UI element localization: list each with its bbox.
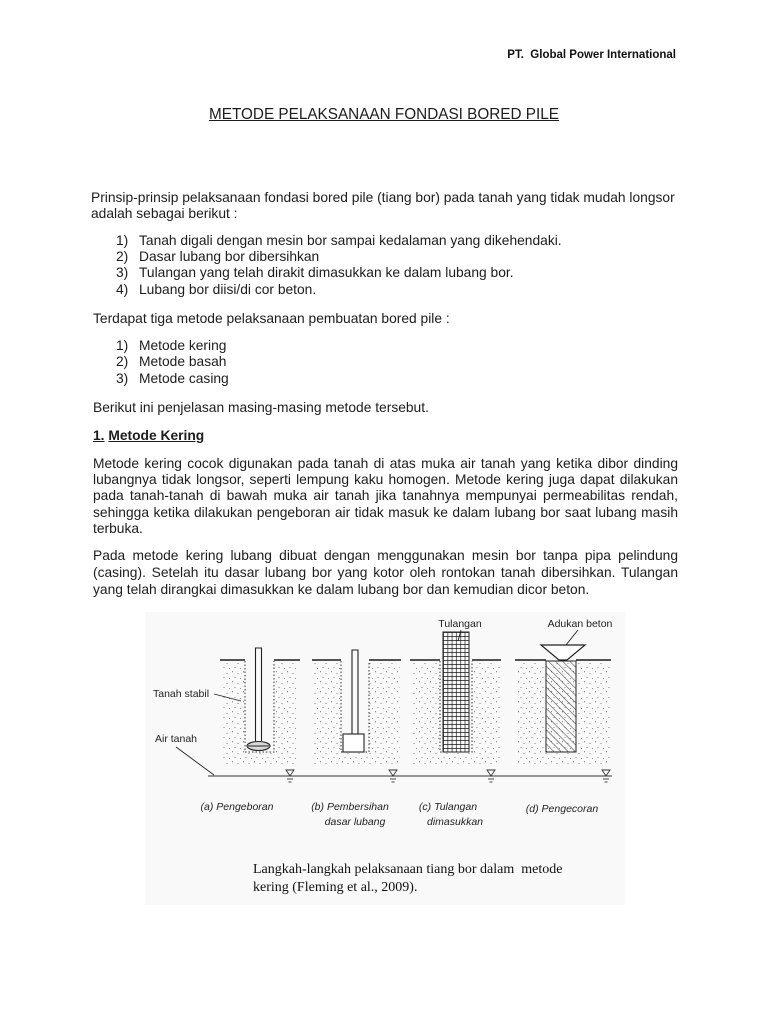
caption-panel-b-line2: dasar lubang xyxy=(324,816,386,828)
company-header: PT. Global Power International xyxy=(507,49,676,61)
paragraph-line: Metode kering cocok digunakan pada tanah di atas muka air tanah yang ketika dibor dinding xyxy=(93,456,678,471)
section-heading xyxy=(93,428,204,444)
step-text: Tulangan yang telah dirakit dimasukkan ke dalam lubang bor. xyxy=(139,265,514,280)
step-number: 2) xyxy=(116,249,129,264)
caption-panel-d: (d) Pengecoran xyxy=(525,803,599,815)
method-number: 3) xyxy=(116,371,129,386)
paragraph-line: (casing). Setelah itu dasar lubang bor yang kotor oleh rontokan tanah dibersihkan. Tulangan xyxy=(93,565,678,580)
method-text: Metode kering xyxy=(139,338,227,353)
bore-hole-a xyxy=(245,661,274,752)
methods-intro: Terdapat tiga metode pelaksanaan pembuatan bored pile : xyxy=(93,311,450,326)
step-number: 4) xyxy=(116,282,129,297)
paragraph-line: sehingga ketika dilakukan pengeboran air tidak masuk ke dalam lubang bor saat lubang masih xyxy=(93,505,678,520)
step-text: Tanah digali dengan mesin bor sampai kedalaman yang dikehendaki. xyxy=(139,233,562,248)
step-text: Dasar lubang bor dibersihkan xyxy=(139,249,320,264)
document-title-text: METODE PELAKSANAAN FONDASI BORED PILE xyxy=(209,106,559,123)
concrete-fill-d xyxy=(546,661,576,752)
paragraph-line: Pada metode kering lubang dibuat dengan menggunakan mesin bor tanpa pipa pelindung xyxy=(93,548,678,563)
caption-panel-b: (b) Pembersihan xyxy=(311,801,389,813)
bored-pile-figure xyxy=(140,605,630,840)
caption-panel-c: (c) Tulangan xyxy=(418,801,478,813)
air-tanah-leader xyxy=(176,747,214,775)
paragraph-line: pada tanah-tanah di bawah muka air tanah jika tanahnya mempunyai permeabilitas rendah, xyxy=(93,488,678,503)
methods-followup: Berikut ini penjelasan masing-masing metode tersebut. xyxy=(93,400,429,415)
figure-caption-line: kering (Fleming et al., 2009). xyxy=(253,880,418,895)
paragraph-line: yang telah dirangkai dimasukkan ke dalam lubang bor dan kemudian dicor beton. xyxy=(93,582,590,597)
intro-line: adalah sebagai berikut : xyxy=(91,206,238,221)
caption-panel-c-line2: dimasukkan xyxy=(426,816,484,828)
paragraph-line: lubangnya tidak longsor, seperti lempung kaku homogen. Metode kering juga dapat dilakukan xyxy=(93,472,678,487)
method-text: Metode casing xyxy=(139,371,229,386)
method-number: 1) xyxy=(116,338,129,353)
concrete-funnel xyxy=(541,645,585,660)
label-tanah-stabil: Tanah stabil xyxy=(153,688,210,700)
caption-panel-a: (a) Pengeboran xyxy=(200,801,274,813)
intro-line: Prinsip-prinsip pelaksanaan fondasi bored pile (tiang bor) pada tanah yang tidak mudah longsor xyxy=(91,190,675,205)
label-tulangan: Tulangan xyxy=(438,618,482,630)
reinforcement-cage xyxy=(443,632,469,752)
paragraph-line: terbuka. xyxy=(93,521,143,536)
section-title: Metode Kering xyxy=(108,428,205,443)
step-text: Lubang bor diisi/di cor beton. xyxy=(139,282,317,297)
label-adukan-beton: Adukan beton xyxy=(547,618,613,630)
step-number: 3) xyxy=(116,265,129,280)
step-number: 1) xyxy=(116,233,129,248)
label-air-tanah: Air tanah xyxy=(155,733,198,745)
section-number: 1. xyxy=(93,428,105,443)
adukan-leader xyxy=(566,630,578,645)
method-text: Metode basah xyxy=(139,354,227,369)
figure-caption-line: Langkah-langkah pelaksanaan tiang bor dalam metode xyxy=(253,862,563,877)
method-number: 2) xyxy=(116,354,129,369)
document-title xyxy=(0,106,768,124)
